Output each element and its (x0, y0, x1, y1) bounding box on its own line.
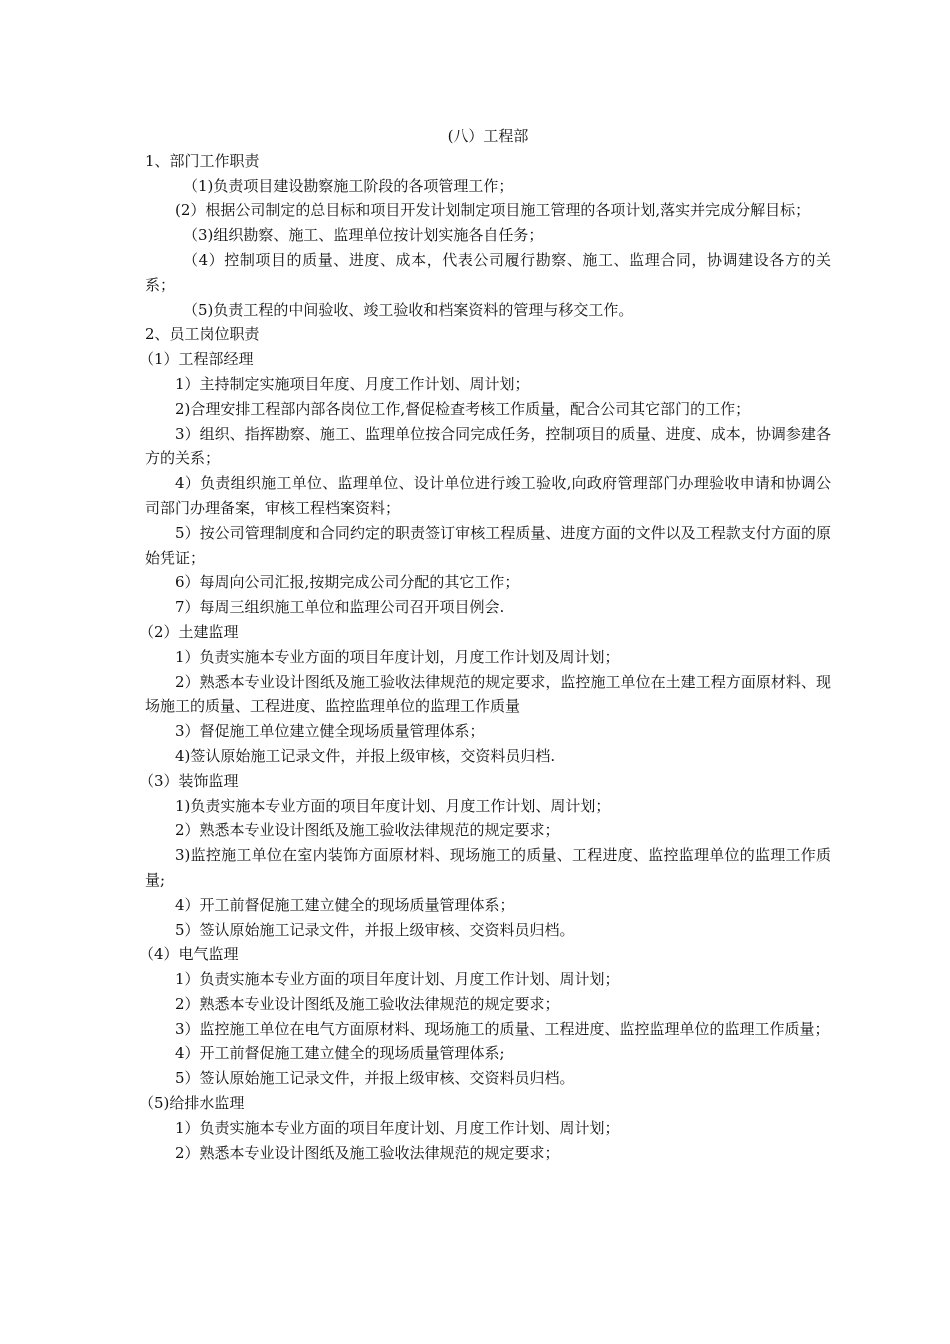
paragraph: 1）负责实施本专业方面的项目年度计划、月度工作计划、周计划； (175, 1118, 620, 1137)
paragraph: 1)负责实施本专业方面的项目年度计划、月度工作计划、周计划； (175, 796, 611, 815)
paragraph: 7）每周三组织施工单位和监理公司召开项目例会. (175, 598, 505, 617)
paragraph: 2）熟悉本专业设计图纸及施工验收法律规范的规定要求； (175, 821, 560, 840)
page-title: (八）工程部 (447, 127, 529, 145)
paragraph: 3）督促施工单位建立健全现场质量管理体系； (175, 722, 485, 741)
paragraph: （5)负责工程的中间验收、竣工验收和档案资料的管理与移交工作。 (183, 300, 634, 319)
paragraph: 5）签认原始施工记录文件，并报上级审核、交资料员归档。 (175, 920, 575, 939)
subsection-heading: （2）土建监理 (139, 622, 239, 641)
subsection-heading: （5)给排水监理 (139, 1094, 245, 1113)
paragraph: 2）熟悉本专业设计图纸及施工验收法律规范的规定要求，监控施工单位在土建工程方面原材料、现场施工的质量、工程进度、监控监理单位的监理工作质量 (145, 672, 831, 716)
subsection-heading: （4）电气监理 (139, 945, 239, 964)
paragraph: 2）熟悉本专业设计图纸及施工验收法律规范的规定要求； (175, 994, 560, 1013)
paragraph: 1）负责实施本专业方面的项目年度计划、月度工作计划、周计划； (175, 970, 620, 989)
paragraph: 2）熟悉本专业设计图纸及施工验收法律规范的规定要求； (175, 1143, 560, 1162)
paragraph: 2)合理安排工程部内部各岗位工作,督促检查考核工作质量，配合公司其它部门的工作； (175, 399, 751, 418)
paragraph: 3）组织、指挥勘察、施工、监理单位按合同完成任务，控制项目的质量、进度、成本，协调参建各方的关系； (145, 424, 831, 468)
paragraph: 6）每周向公司汇报,按期完成公司分配的其它工作； (175, 573, 520, 592)
section-heading-duties: 1、部门工作职责 (145, 151, 260, 170)
paragraph: （3)组织勘察、施工、监理单位按计划实施各自任务； (183, 226, 544, 245)
paragraph: 3)监控施工单位在室内装饰方面原材料、现场施工的质量、工程进度、监控监理单位的监理工作质量; (145, 846, 831, 889)
paragraph: 1）主持制定实施项目年度、月度工作计划、周计划； (175, 374, 530, 393)
paragraph: 1）负责实施本专业方面的项目年度计划，月度工作计划及周计划； (175, 647, 620, 666)
paragraph: 4）开工前督促施工建立健全的现场质量管理体系； (175, 895, 515, 914)
paragraph: 3）监控施工单位在电气方面原材料、现场施工的质量、工程进度、监控监理单位的监理工作质量； (175, 1019, 830, 1038)
paragraph: 4）负责组织施工单位、监理单位、设计单位进行竣工验收,向政府管理部门办理验收申请和协调公司部门办理备案，审核工程档案资料； (145, 474, 831, 517)
paragraph: (2）根据公司制定的总目标和项目开发计划制定项目施工管理的各项计划,落实并完成分解目标； (175, 201, 811, 220)
paragraph: 5）按公司管理制度和合同约定的职责签订审核工程质量、进度方面的文件以及工程款支付方面的原始凭证； (145, 523, 831, 567)
subsection-heading: （1）工程部经理 (139, 350, 254, 369)
paragraph: （4）控制项目的质量、进度、成本，代表公司履行勘察、施工、监理合同，协调建设各方的关系； (145, 250, 831, 294)
document-page (139, 124, 831, 1165)
subsection-heading: （3）装饰监理 (139, 771, 239, 790)
paragraph: 4)签认原始施工记录文件，并报上级审核，交资料员归档. (175, 746, 556, 765)
paragraph: （1)负责项目建设勘察施工阶段的各项管理工作； (183, 176, 514, 195)
section-heading-staff: 2、员工岗位职责 (145, 325, 260, 344)
paragraph: 5）签认原始施工记录文件，并报上级审核、交资料员归档。 (175, 1069, 575, 1088)
paragraph: 4）开工前督促施工建立健全的现场质量管理体系; (175, 1044, 505, 1063)
